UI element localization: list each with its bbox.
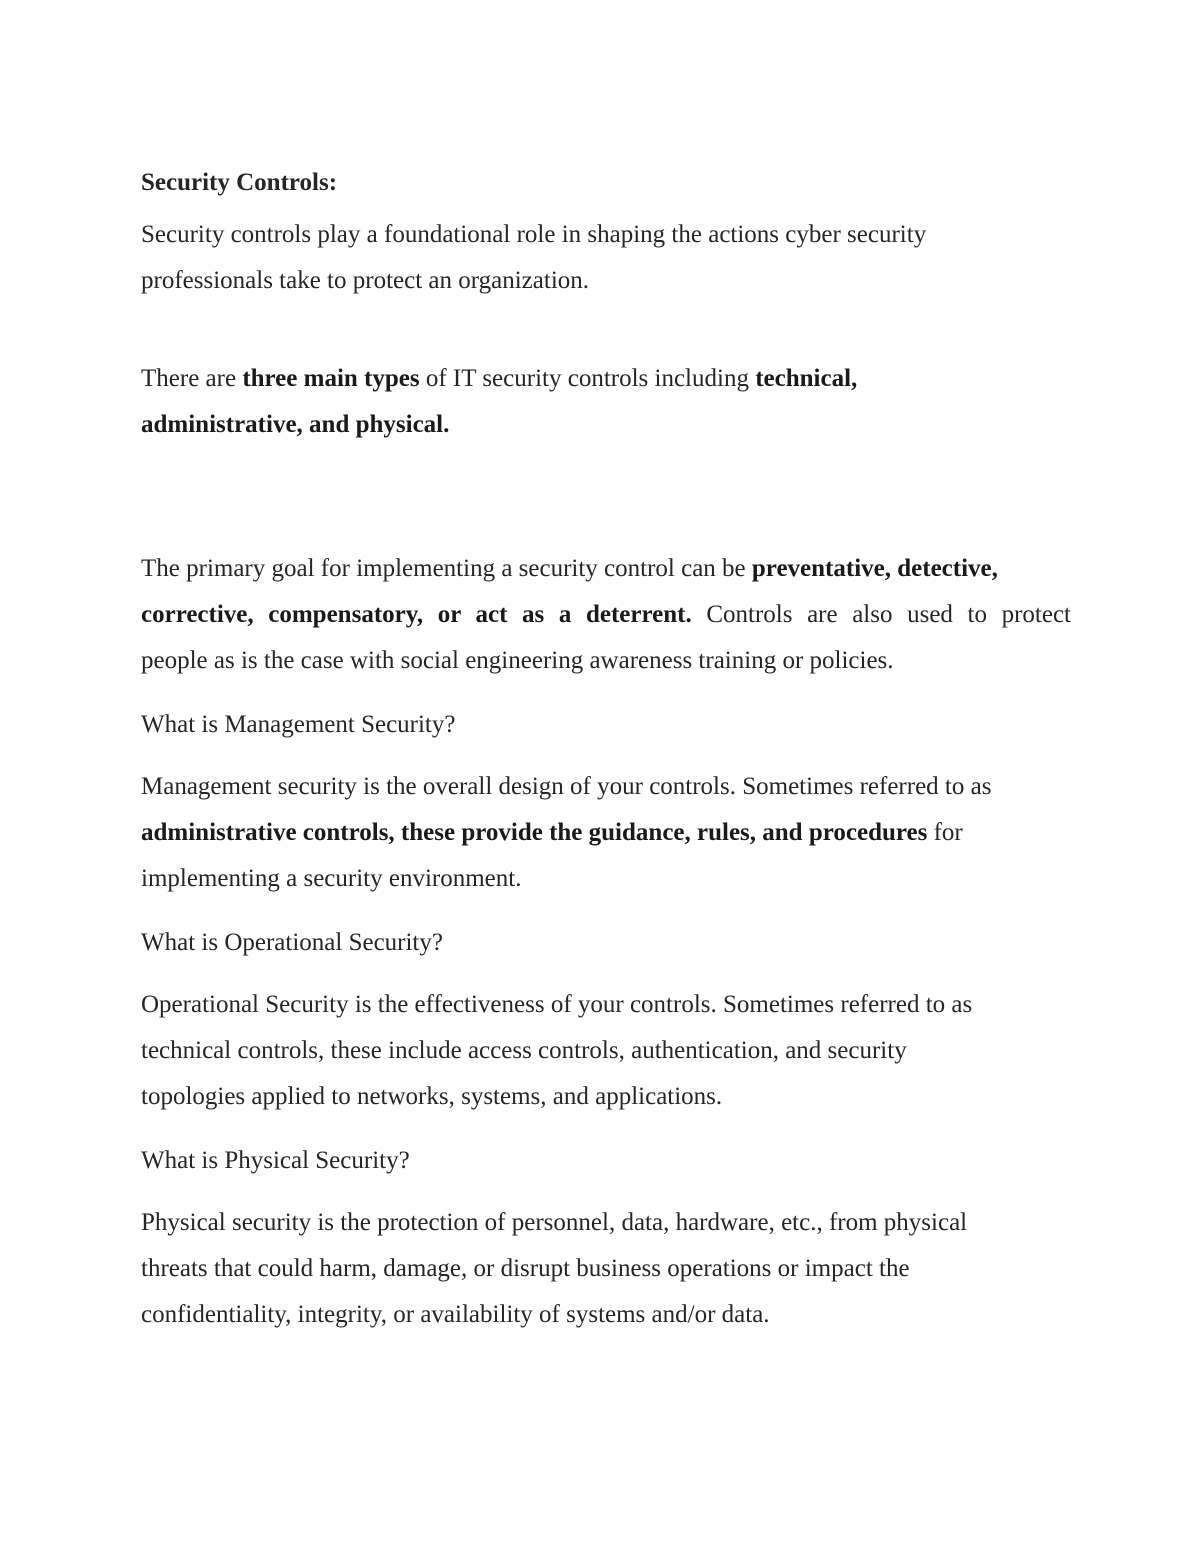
operational-heading: What is Operational Security? xyxy=(141,929,443,956)
document-body xyxy=(141,160,1071,1338)
document-title: Security Controls: xyxy=(141,169,338,196)
types-bold-text: three main types xyxy=(242,365,420,392)
management-line: implementing a security environment. xyxy=(141,865,522,892)
management-line: Management security is the overall design of your controls. Sometimes referred to as xyxy=(141,773,992,800)
types-line xyxy=(141,402,1071,448)
intro-line: Security controls play a foundational role in shaping the actions cyber security xyxy=(141,221,927,248)
goal-text: Controls are also used to protect xyxy=(691,601,1071,628)
types-text: There are xyxy=(141,365,243,392)
management-paragraph xyxy=(141,764,1071,902)
intro-line: professionals take to protect an organization. xyxy=(141,267,590,294)
types-bold-text: technical, xyxy=(755,365,858,392)
physical-line: Physical security is the protection of personnel, data, hardware, etc., from physical xyxy=(141,1209,968,1236)
goal-line xyxy=(141,546,1071,592)
goal-line xyxy=(141,592,1071,638)
management-text: for xyxy=(927,819,963,846)
management-line xyxy=(141,810,1071,856)
physical-heading: What is Physical Security? xyxy=(141,1147,410,1174)
types-bold-text: administrative, and physical. xyxy=(141,411,450,438)
operational-line: topologies applied to networks, systems, and applications. xyxy=(141,1083,723,1110)
goal-bold-text: preventative, detective, xyxy=(751,555,998,582)
goal-paragraph xyxy=(141,546,1071,684)
intro-paragraph xyxy=(141,212,1071,304)
physical-line: threats that could harm, damage, or disrupt business operations or impact the xyxy=(141,1255,910,1282)
operational-paragraph xyxy=(141,982,1071,1120)
management-heading: What is Management Security? xyxy=(141,711,456,738)
physical-paragraph xyxy=(141,1200,1071,1338)
types-paragraph xyxy=(141,356,1071,448)
goal-line: people as is the case with social engineering awareness training or policies. xyxy=(141,647,894,674)
types-text: of IT security controls including xyxy=(419,365,756,392)
physical-line: confidentiality, integrity, or availability of systems and/or data. xyxy=(141,1301,770,1328)
types-line xyxy=(141,356,1071,402)
operational-line: technical controls, these include access controls, authentication, and security xyxy=(141,1037,907,1064)
goal-text: The primary goal for implementing a security control can be xyxy=(141,555,752,582)
goal-bold-text: corrective, compensatory, or act as a deterrent. xyxy=(141,601,692,628)
management-bold-text: administrative controls, these provide the guidance, rules, and procedures xyxy=(141,819,928,846)
operational-line: Operational Security is the effectiveness of your controls. Sometimes referred to as xyxy=(141,991,973,1018)
